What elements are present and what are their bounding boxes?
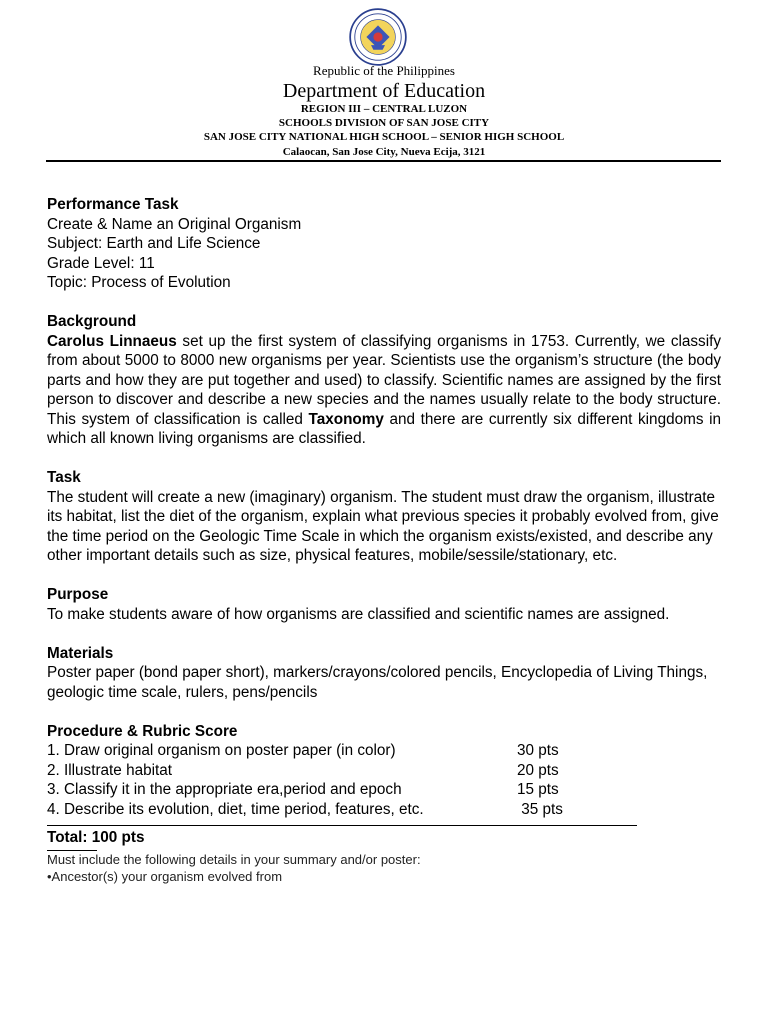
background-paragraph: [47, 332, 721, 449]
procedure-item-points: 20 pts: [517, 761, 559, 779]
notes-bullet: •Ancestor(s) your organism evolved from: [47, 868, 283, 884]
background-heading: Background: [47, 313, 137, 330]
task-paragraph: The student will create a new (imaginary) organism. The student must draw the organism, illustrate its habitat, list the diet of the organism, explain what previous species it probably evolved from, give the time period on the Geologic Time Scale in which the organism exists/existed, and describe any other important details such as size, physical features, mobile/sessile/stationary, etc.: [47, 488, 719, 564]
task-subject: Subject: Earth and Life Science: [47, 235, 261, 252]
task-section-heading: Task: [47, 469, 81, 486]
procedure-item: [47, 780, 721, 800]
materials-paragraph: Poster paper (bond paper short), markers/crayons/colored pencils, Encyclopedia of Living Things, geologic time scale, rulers, pens/pencils: [47, 664, 708, 701]
header-division: SCHOOLS DIVISION OF SAN JOSE CITY: [278, 117, 490, 129]
procedure-item-text: 4. Describe its evolution, diet, time period, features, etc.: [47, 800, 424, 818]
deped-seal-icon: [349, 8, 407, 66]
task-heading: Performance Task: [47, 196, 179, 213]
header-address: Calaocan, San Jose City, Nueva Ecija, 3121: [282, 146, 486, 158]
purpose-paragraph: To make students aware of how organisms are classified and scientific names are assigned.: [47, 605, 670, 623]
procedure-item-text: 2. Illustrate habitat: [47, 761, 172, 779]
procedure-item-points: 35 pts: [517, 800, 563, 818]
document-body: [47, 195, 721, 885]
header-region: REGION III – CENTRAL LUZON: [300, 103, 468, 115]
task-title: Create & Name an Original Organism: [47, 215, 302, 233]
task-grade: Grade Level: 11: [47, 254, 155, 272]
procedure-item-text: 3. Classify it in the appropriate era,period and epoch: [47, 781, 402, 798]
header-department: Department of Education: [282, 80, 486, 102]
background-text-2: and there are currently six different kingdoms in which all known living organisms are classified.: [47, 410, 722, 447]
procedure-item: [47, 741, 721, 761]
purpose-heading: Purpose: [47, 586, 109, 603]
score-divider: [47, 825, 637, 826]
header-school: SAN JOSE CITY NATIONAL HIGH SCHOOL – SENIOR HIGH SCHOOL: [203, 131, 565, 143]
notes-intro: Must include the following details in your summary and/or poster:: [47, 851, 421, 867]
background-text-1: set up the first system of classifying organisms in 1753. Currently, we classify from about 5000 to 8000 new organisms per year. Scientists use the organism’s structure (the body parts and how they are put together and used) to classify. Scientific names are assigned by the first person to discover and describe a new species and the names usually relate to the body structure. This system of classification is called: [47, 332, 721, 428]
background-bold-name: Carolus Linnaeus: [47, 332, 177, 350]
header-republic: Republic of the Philippines: [313, 63, 455, 78]
procedure-item: [47, 761, 721, 781]
procedure-total: Total: 100 pts: [47, 829, 145, 846]
background-bold-term: Taxonomy: [308, 410, 384, 428]
procedure-item-points: 15 pts: [517, 781, 559, 798]
procedure-item-points: 30 pts: [517, 742, 559, 759]
procedure-heading: Procedure & Rubric Score: [47, 722, 238, 740]
procedure-item-text: 1. Draw original organism on poster paper (in color): [47, 742, 396, 759]
task-topic: Topic: Process of Evolution: [47, 274, 231, 291]
header-divider: [46, 160, 721, 162]
materials-heading: Materials: [47, 644, 114, 662]
procedure-item: [47, 800, 721, 820]
